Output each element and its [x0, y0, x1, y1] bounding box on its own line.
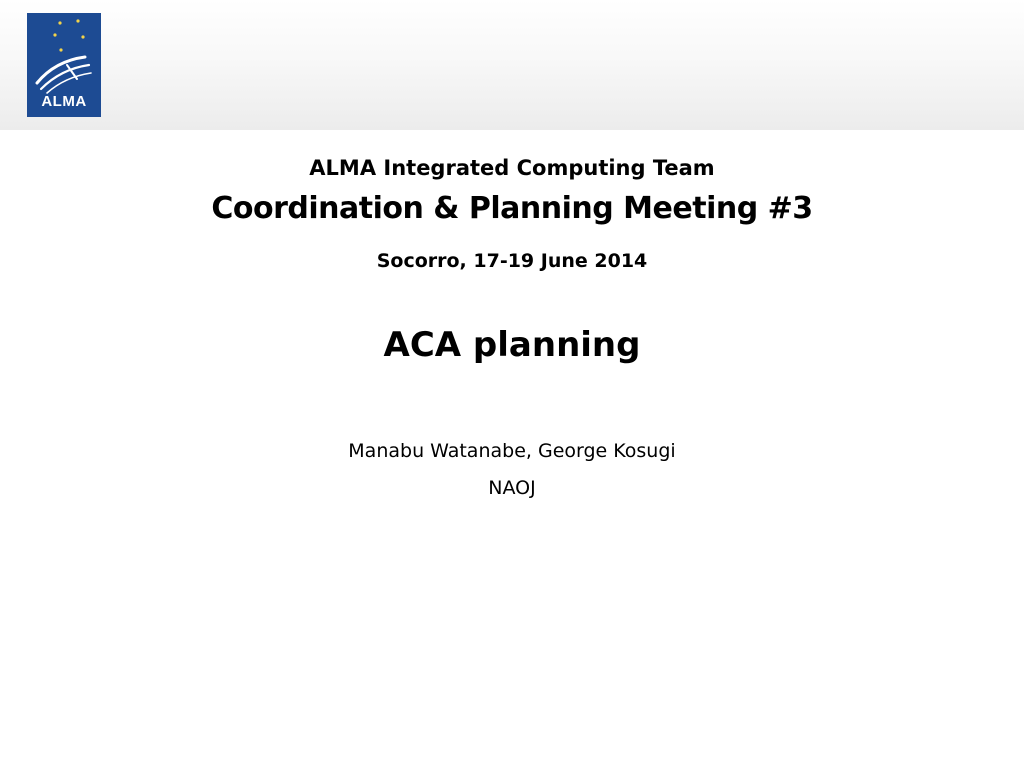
logo-text: ALMA: [41, 93, 87, 110]
meeting-title: Coordination & Planning Meeting #3: [211, 191, 813, 226]
authors: Manabu Watanabe, George Kosugi: [348, 440, 676, 462]
team-heading: ALMA Integrated Computing Team: [309, 156, 715, 180]
location-date: Socorro, 17-19 June 2014: [376, 250, 648, 272]
affiliation: NAOJ: [488, 477, 536, 499]
topic-title: ACA planning: [383, 325, 641, 365]
